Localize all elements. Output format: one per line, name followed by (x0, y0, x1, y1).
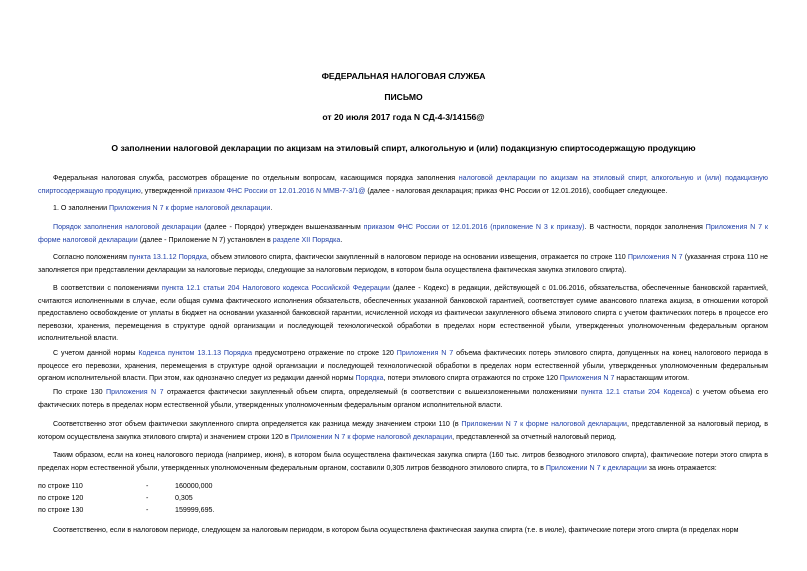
row-label: по строке 110 (38, 482, 83, 490)
paragraph (38, 347, 768, 385)
paragraph-text: нарастающим итогом. (614, 374, 690, 383)
paragraph (38, 172, 768, 197)
document-link[interactable]: приказом ФНС России от 12.01.2016 (363, 223, 488, 231)
document-link[interactable]: Приложении N 7 к форме налоговой декларации (290, 432, 453, 441)
paragraph-text: . В частности, порядок заполнения (584, 223, 706, 231)
document-link[interactable]: Приложении N 7 к декларации (545, 463, 647, 472)
row-value: 160000,000 (175, 482, 213, 490)
row-dash: - (146, 494, 149, 502)
paragraph-text: за июнь отражается: (646, 463, 717, 472)
paragraph-text: (далее - Кодекс) в редакции, действующей с 01.06.2016, обязательства, обеспеченные банковской гарантией, считаются исполненными в случае, если общая сумма фактического исполнения обязательств, обеспеченных указанной банковской гарантией, соответствует сумме авансового платежа акциза, в отношении которой предоставлено освобождение от уплаты в бюджет на основании указанной банковской гарантии, исчисленной исходя из фактически закупленного объема этилового спирта с учетом фактических потерь в процессе его перевозки, хранения, перемещения в структуре одной организации и последующей технологической обработки в пределах норм естественной убыли, утвержденных уполномоченным федеральным органом исполнительной власти. (38, 284, 768, 343)
document-link[interactable]: Приложении N 7 к форме налоговой декларации (461, 420, 628, 428)
document-type: ПИСЬМО (384, 92, 423, 102)
paragraph-text: предусмотрено отражение по строке 120 (252, 349, 397, 357)
paragraph-text: . (270, 204, 273, 212)
paragraph-text: По строке 130 (53, 388, 107, 396)
document-link[interactable]: Порядка (355, 374, 384, 383)
paragraph-text: В соответствии с положениями (53, 284, 162, 292)
paragraph-text: , объем этилового спирта, фактически закупленный в налоговом периоде на основании извещения, отражается по строке 110 (206, 253, 628, 261)
row-value: 0,305 (175, 494, 193, 502)
paragraph (38, 386, 768, 411)
paragraph-text: объема фактических потерь этилового спирта, допущенных на конец налогового периода в процессе его перевозки, хранения, перемещения в структуре одной организации и последующей технологической обработки в пределах норм естественной убыли, утвержденных уполномоченным федеральным органом исполнительной власти. При этом, как однозначно следует из редакции данной нормы (38, 349, 768, 383)
row-label: по строке 130 (38, 506, 84, 514)
paragraph-text: 1. О заполнении (53, 204, 110, 212)
paragraph (38, 251, 768, 276)
paragraph-text: (указанная строка 110 не заполняется при представлении декларации за налоговые периоды, следующие за налоговым периодом, в котором была осуществлена фактическая закупка этилового спирта). (38, 253, 768, 274)
document-link[interactable]: пункта 13.1.12 Порядка (129, 253, 207, 261)
paragraph (38, 449, 768, 474)
paragraph-text: Соответственно, если в налоговом периоде, следующем за налоговым периодом, в котором была осуществлена фактическая закупка спирта (т.е. в июле), фактические потери этого спирта (в пределах норм (53, 526, 739, 534)
paragraph-text: Таким образом, если на конец налогового периода (например, июня), в котором была осуществлена фактическая закупка спирта (160 тыс. литров безводного этилового спирта), фактические потери этого спирта в пределах норм естественной убыли, утвержденных уполномоченным федеральным органом, составили 0,305 литров безводного этилового спирта, то в (38, 451, 768, 472)
paragraph-text: . (340, 235, 343, 244)
document-link[interactable]: разделе XII Порядка (272, 235, 341, 244)
document-link[interactable]: Порядок заполнения налоговой декларации (53, 223, 202, 231)
paragraph (38, 282, 768, 345)
paragraph-text: Согласно положениям (53, 253, 130, 261)
document-link[interactable]: пункта 12.1 статьи 204 Налогового кодекса Российской Федерации (161, 284, 390, 292)
paragraph-text: ) с учетом объема его фактических потерь в пределах норм естественной убыли, утвержденных уполномоченным федеральным органом исполнительной власти. (38, 388, 769, 409)
document-subject: О заполнении налоговой декларации по акцизам на этиловый спирт, алкогольную и (или) подакцизную спиртосодержащую продукцию (111, 143, 696, 153)
document-link[interactable]: Приложения N 7 к форме налоговой декларации (109, 204, 271, 212)
document-date-number: от 20 июля 2017 года N СД-4-3/14156@ (322, 112, 485, 122)
document-link[interactable]: Приложения N 7 к форме налоговой декларации (38, 223, 768, 244)
paragraph (38, 221, 768, 246)
document-link[interactable]: Приложения N 7 (106, 388, 164, 396)
document-link[interactable]: Приложения N 7 (627, 253, 683, 261)
paragraph-text: (далее - Порядок) утвержден вышеназванным (201, 223, 364, 231)
row-dash: - (146, 482, 149, 490)
paragraph-text: , потери этилового спирта отражаются по строке 120 (383, 374, 560, 383)
paragraph-text: (далее - налоговая декларация; приказ ФНС России от 12.01.2016), сообщает следующее. (365, 186, 668, 195)
issuer-title: ФЕДЕРАЛЬНАЯ НАЛОГОВАЯ СЛУЖБА (321, 71, 486, 81)
document-link[interactable]: Приложения N 7 (396, 349, 454, 357)
paragraph (38, 524, 768, 537)
row-value: 159999,695. (175, 506, 215, 514)
document-link[interactable]: пункта 12.1 статьи 204 Кодекса (580, 388, 691, 396)
section-heading (38, 202, 768, 215)
document-link[interactable]: налоговой декларации по акцизам на этиловый спирт, алкогольную и (или) подакцизную спиртосодержащую продукцию (38, 174, 768, 195)
row-label: по строке 120 (38, 494, 84, 502)
paragraph-text: Соответственно этот объем фактически закупленного спирта определяется как разница между значением строки 110 (в (53, 420, 462, 428)
document-link[interactable]: (приложение N 3 к приказу) (490, 223, 585, 231)
paragraph-text: Федеральная налоговая служба, рассмотрев обращение по отдельным вопросам, касающимся порядка заполнения (53, 174, 459, 182)
paragraph-text: , представленной за отчетный налоговый период. (452, 432, 617, 441)
paragraph-text: , представленной за налоговый период, в котором осуществлена закупка этилового спирта) и значением строки 120 в (38, 420, 769, 441)
row-dash: - (146, 506, 149, 514)
paragraph-text: С учетом данной нормы (53, 349, 139, 357)
paragraph-text: , утвержденной (140, 186, 194, 195)
paragraph (38, 418, 768, 443)
document-link[interactable]: Кодекса (138, 349, 166, 357)
paragraph-text: отражается фактически закупленный объем спирта, определяемый (в соответствии с вышеизложенными положениями (163, 388, 581, 396)
document-link[interactable]: пунктом 13.1.13 Порядка (167, 349, 253, 357)
paragraph-text: (далее - Приложение N 7) установлен в (137, 235, 273, 244)
document-link[interactable]: приказом ФНС России от 12.01.2016 N ММВ-7-3/1@ (193, 186, 366, 195)
document-link[interactable]: Приложения N 7 (559, 374, 615, 383)
